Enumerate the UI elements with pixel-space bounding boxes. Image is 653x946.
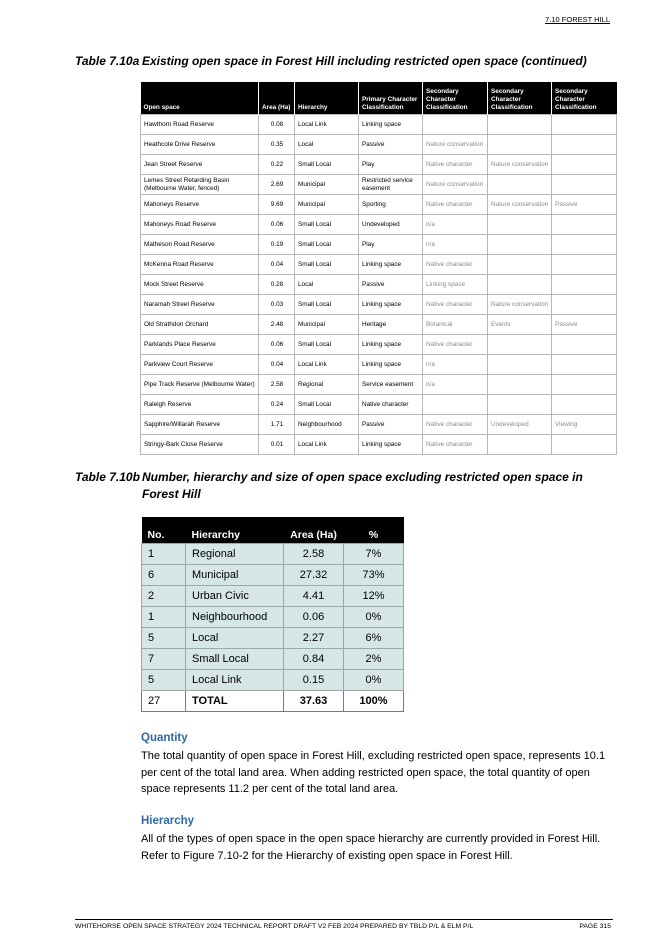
footer-text: WHITEHORSE OPEN SPACE STRATEGY 2024 TECHNICAL REPORT DRAFT V2 FEB 2024 PREPARED BY TBLD P/L & ELM P/L — [75, 923, 474, 930]
secondary-character-2-cell: Events — [488, 315, 552, 335]
secondary-character-1-cell: Botanical — [423, 315, 488, 335]
percent-cell: 7% — [344, 544, 404, 565]
percent-cell: 73% — [344, 565, 404, 586]
page-number: PAGE 315 — [579, 923, 611, 930]
col-percent: % — [344, 517, 404, 544]
open-space-name-cell: Jean Street Reserve — [141, 155, 259, 175]
table-row — [141, 375, 617, 395]
table-row — [142, 649, 404, 670]
area-ha-cell: 2.48 — [259, 315, 295, 335]
col-area: Area (Ha) — [259, 82, 295, 115]
secondary-character-3-cell — [552, 115, 617, 135]
table-row — [142, 565, 404, 586]
table-row — [142, 586, 404, 607]
secondary-character-3-cell — [552, 395, 617, 415]
secondary-character-1-cell: n/a — [423, 375, 488, 395]
primary-character-cell: Play — [359, 155, 423, 175]
hierarchy-cell: Neighbourhood — [295, 415, 359, 435]
count-cell: 1 — [142, 607, 186, 628]
primary-character-cell: Heritage — [359, 315, 423, 335]
secondary-character-2-cell — [488, 135, 552, 155]
secondary-character-3-cell — [552, 275, 617, 295]
area-ha-cell: 0.04 — [259, 355, 295, 375]
area-ha-cell: 2.58 — [259, 375, 295, 395]
col-open-space: Open space — [141, 82, 259, 115]
primary-character-cell: Linking space — [359, 335, 423, 355]
open-space-name-cell: Parkview Court Reserve — [141, 355, 259, 375]
secondary-character-1-cell: n/a — [423, 215, 488, 235]
primary-character-cell: Linking space — [359, 435, 423, 455]
secondary-character-3-cell — [552, 255, 617, 275]
table-row — [141, 115, 617, 135]
table-a-title: Existing open space in Forest Hill including restricted open space (continued) — [142, 54, 587, 68]
secondary-character-2-cell: Nature conservation — [488, 195, 552, 215]
secondary-character-3-cell — [552, 175, 617, 195]
area-ha-cell: 1.71 — [259, 415, 295, 435]
primary-character-cell: Play — [359, 235, 423, 255]
table-row — [141, 335, 617, 355]
secondary-character-2-cell — [488, 435, 552, 455]
open-space-table-header — [141, 82, 617, 115]
hierarchy-cell: Regional — [186, 544, 284, 565]
area-ha-cell: 0.06 — [259, 335, 295, 355]
quantity-text: The total quantity of open space in Forest Hill, excluding restricted open space, represents 10.1 per cent of the total land area. When adding restricted open space, the total quantity of open space represents 11.2 per cent of the total land area. — [141, 750, 606, 795]
secondary-character-3-cell — [552, 435, 617, 455]
hierarchy-cell: Municipal — [186, 565, 284, 586]
table-row — [141, 215, 617, 235]
hierarchy-heading: Hierarchy — [141, 815, 195, 827]
open-space-name-cell: Raleigh Reserve — [141, 395, 259, 415]
hierarchy-text: All of the types of open space in the open space hierarchy are currently provided in Forest Hill. Refer to Figure 7.10-2 for the Hierarchy of existing open space in Forest Hill. — [141, 833, 601, 862]
table-row — [141, 175, 617, 195]
table-row — [141, 435, 617, 455]
secondary-character-2-cell: Nature conservation — [488, 155, 552, 175]
hierarchy-cell: Local Link — [295, 355, 359, 375]
secondary-character-1-cell: Nature conservation — [423, 135, 488, 155]
area-ha-cell: 0.19 — [259, 235, 295, 255]
area-ha-cell: 0.04 — [259, 255, 295, 275]
hierarchy-cell: Small Local — [295, 335, 359, 355]
open-space-table — [140, 82, 617, 455]
area-ha-cell: 0.01 — [259, 435, 295, 455]
count-cell: 27 — [142, 691, 186, 712]
col-secondary-character-3: Secondary Character Classification — [552, 82, 617, 115]
secondary-character-1-cell — [423, 115, 488, 135]
table-row — [142, 544, 404, 565]
col-area-ha: Area (Ha) — [284, 517, 344, 544]
table-row — [141, 235, 617, 255]
area-ha-cell: 0.22 — [259, 155, 295, 175]
secondary-character-2-cell: Undeveloped — [488, 415, 552, 435]
primary-character-cell: Native character — [359, 395, 423, 415]
percent-cell: 2% — [344, 649, 404, 670]
area-ha-cell: 2.69 — [259, 175, 295, 195]
hierarchy-summary-table — [141, 517, 404, 712]
secondary-character-3-cell — [552, 375, 617, 395]
open-space-name-cell: Matheson Road Reserve — [141, 235, 259, 255]
primary-character-cell: Linking space — [359, 355, 423, 375]
total-row — [142, 691, 404, 712]
footer-divider — [75, 919, 613, 920]
col-number: No. — [142, 517, 186, 544]
table-row — [141, 135, 617, 155]
hierarchy-cell: Neighbourhood — [186, 607, 284, 628]
count-cell: 5 — [142, 670, 186, 691]
table-row — [141, 275, 617, 295]
hierarchy-cell: Regional — [295, 375, 359, 395]
area-ha-cell: 0.35 — [259, 135, 295, 155]
secondary-character-1-cell — [423, 395, 488, 415]
secondary-character-2-cell: Nature conservation — [488, 295, 552, 315]
hierarchy-cell: Local — [295, 135, 359, 155]
hierarchy-cell: Urban Civic — [186, 586, 284, 607]
area-ha-cell: 4.41 — [284, 586, 344, 607]
secondary-character-3-cell — [552, 235, 617, 255]
col-hierarchy: Hierarchy — [295, 82, 359, 115]
quantity-section — [141, 731, 611, 798]
hierarchy-cell: Local Link — [186, 670, 284, 691]
page-footer — [75, 923, 611, 930]
table-b-title-line2: Forest Hill — [142, 487, 201, 501]
table-b-caption — [75, 469, 583, 503]
percent-cell: 0% — [344, 607, 404, 628]
table-row — [141, 395, 617, 415]
count-cell: 1 — [142, 544, 186, 565]
secondary-character-3-cell: Passive — [552, 195, 617, 215]
secondary-character-3-cell — [552, 215, 617, 235]
open-space-name-cell: Parklands Place Reserve — [141, 335, 259, 355]
table-row — [141, 195, 617, 215]
count-cell: 2 — [142, 586, 186, 607]
secondary-character-3-cell — [552, 355, 617, 375]
table-row — [142, 628, 404, 649]
primary-character-cell: Passive — [359, 275, 423, 295]
hierarchy-cell: Municipal — [295, 175, 359, 195]
hierarchy-cell: TOTAL — [186, 691, 284, 712]
hierarchy-cell: Small Local — [295, 215, 359, 235]
primary-character-cell: Passive — [359, 135, 423, 155]
percent-cell: 0% — [344, 670, 404, 691]
hierarchy-cell: Local Link — [295, 435, 359, 455]
area-ha-cell: 0.15 — [284, 670, 344, 691]
secondary-character-3-cell — [552, 295, 617, 315]
open-space-name-cell: Stringy-Bark Close Reserve — [141, 435, 259, 455]
col-primary-character: Primary Character Classification — [359, 82, 423, 115]
primary-character-cell: Linking space — [359, 255, 423, 275]
secondary-character-2-cell — [488, 355, 552, 375]
secondary-character-3-cell — [552, 135, 617, 155]
count-cell: 5 — [142, 628, 186, 649]
area-ha-cell: 2.58 — [284, 544, 344, 565]
table-b-number: Table 7.10b — [75, 470, 140, 484]
secondary-character-1-cell: Native character — [423, 255, 488, 275]
secondary-character-1-cell: Native character — [423, 155, 488, 175]
open-space-name-cell: Sapphire/Willarah Reserve — [141, 415, 259, 435]
secondary-character-3-cell — [552, 155, 617, 175]
secondary-character-1-cell: n/a — [423, 355, 488, 375]
secondary-character-1-cell: Native character — [423, 435, 488, 455]
percent-cell: 6% — [344, 628, 404, 649]
table-row — [141, 355, 617, 375]
secondary-character-2-cell — [488, 275, 552, 295]
hierarchy-cell: Small Local — [295, 255, 359, 275]
secondary-character-2-cell — [488, 335, 552, 355]
area-ha-cell: 0.06 — [284, 607, 344, 628]
table-row — [142, 607, 404, 628]
area-ha-cell: 27.32 — [284, 565, 344, 586]
secondary-character-1-cell: Nature conservation — [423, 175, 488, 195]
secondary-character-2-cell — [488, 395, 552, 415]
table-row — [142, 670, 404, 691]
quantity-heading: Quantity — [141, 732, 188, 744]
secondary-character-1-cell: Native character — [423, 335, 488, 355]
hierarchy-cell: Local Link — [295, 115, 359, 135]
hierarchy-cell: Small Local — [295, 295, 359, 315]
area-ha-cell: 2.27 — [284, 628, 344, 649]
table-row — [141, 155, 617, 175]
col-secondary-character-2: Secondary Character Classification — [488, 82, 552, 115]
hierarchy-cell: Municipal — [295, 195, 359, 215]
count-cell: 7 — [142, 649, 186, 670]
secondary-character-2-cell — [488, 115, 552, 135]
primary-character-cell: Linking space — [359, 115, 423, 135]
secondary-character-1-cell: Native character — [423, 295, 488, 315]
table-row — [141, 415, 617, 435]
area-ha-cell: 0.06 — [259, 215, 295, 235]
secondary-character-3-cell: Viewing — [552, 415, 617, 435]
secondary-character-1-cell: Native character — [423, 195, 488, 215]
open-space-name-cell: Mock Street Reserve — [141, 275, 259, 295]
secondary-character-2-cell — [488, 175, 552, 195]
table-row — [141, 315, 617, 335]
area-ha-cell: 0.28 — [259, 275, 295, 295]
count-cell: 6 — [142, 565, 186, 586]
secondary-character-2-cell — [488, 375, 552, 395]
hierarchy-cell: Small Local — [295, 235, 359, 255]
table-a-number: Table 7.10a — [75, 54, 140, 68]
table-row — [141, 295, 617, 315]
table-row — [141, 255, 617, 275]
open-space-name-cell: Lemes Street Retarding Basin (Melbourne Water, fenced) — [141, 175, 259, 195]
table-a-caption — [75, 53, 587, 70]
area-ha-cell: 9.69 — [259, 195, 295, 215]
secondary-character-1-cell: Native character — [423, 415, 488, 435]
open-space-name-cell: Pipe Track Reserve (Melbourne Water) — [141, 375, 259, 395]
hierarchy-cell: Small Local — [295, 395, 359, 415]
primary-character-cell: Sporting — [359, 195, 423, 215]
primary-character-cell: Service easement — [359, 375, 423, 395]
table-b-title-line1: Number, hierarchy and size of open space excluding restricted open space in — [142, 470, 583, 484]
secondary-character-3-cell: Passive — [552, 315, 617, 335]
hierarchy-cell: Local — [186, 628, 284, 649]
hierarchy-cell: Small Local — [295, 155, 359, 175]
secondary-character-1-cell: Linking space — [423, 275, 488, 295]
area-ha-cell: 0.03 — [259, 295, 295, 315]
percent-cell: 100% — [344, 691, 404, 712]
percent-cell: 12% — [344, 586, 404, 607]
open-space-name-cell: McKenna Road Reserve — [141, 255, 259, 275]
area-ha-cell: 0.24 — [259, 395, 295, 415]
open-space-name-cell: Mahoneys Reserve — [141, 195, 259, 215]
open-space-name-cell: Heathcote Drive Reserve — [141, 135, 259, 155]
secondary-character-2-cell — [488, 235, 552, 255]
open-space-name-cell: Old Strathdon Orchard — [141, 315, 259, 335]
primary-character-cell: Passive — [359, 415, 423, 435]
col-secondary-character-1: Secondary Character Classification — [423, 82, 488, 115]
open-space-name-cell: Hawthorn Road Reserve — [141, 115, 259, 135]
hierarchy-cell: Local — [295, 275, 359, 295]
hierarchy-cell: Small Local — [186, 649, 284, 670]
hierarchy-summary-header — [142, 517, 404, 544]
col-hierarchy-name: Hierarchy — [186, 517, 284, 544]
primary-character-cell: Undeveloped — [359, 215, 423, 235]
hierarchy-cell: Municipal — [295, 315, 359, 335]
section-link[interactable]: 7.10 FOREST HILL — [545, 15, 610, 24]
primary-character-cell: Restricted service easement — [359, 175, 423, 195]
secondary-character-1-cell: n/a — [423, 235, 488, 255]
area-ha-cell: 0.84 — [284, 649, 344, 670]
secondary-character-3-cell — [552, 335, 617, 355]
secondary-character-2-cell — [488, 255, 552, 275]
primary-character-cell: Linking space — [359, 295, 423, 315]
open-space-name-cell: Naramah Street Reserve — [141, 295, 259, 315]
open-space-name-cell: Mahoneys Road Reserve — [141, 215, 259, 235]
secondary-character-2-cell — [488, 215, 552, 235]
area-ha-cell: 37.63 — [284, 691, 344, 712]
hierarchy-section — [141, 814, 611, 864]
area-ha-cell: 0.08 — [259, 115, 295, 135]
